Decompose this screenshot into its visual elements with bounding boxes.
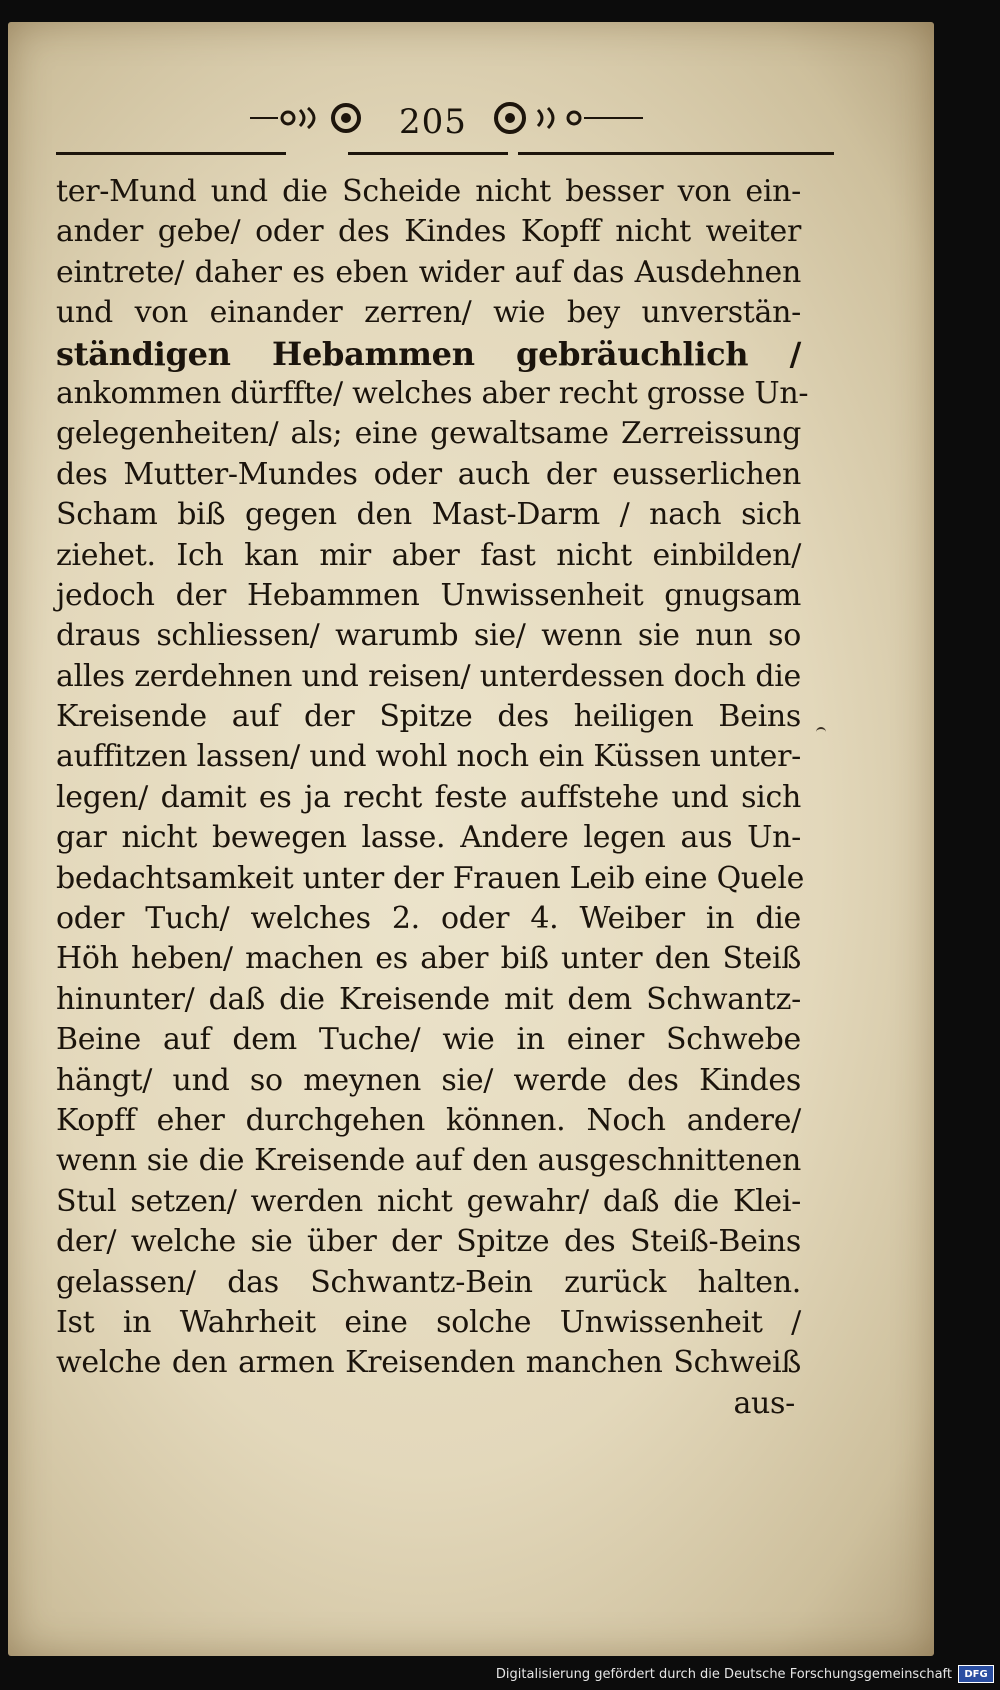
footer-credit: Digitalisierung gefördert durch die Deutsche Forschungsgemeinschaft: [495, 1666, 952, 1682]
page-number: 205: [399, 102, 467, 142]
text-line: gar nicht bewegen lasse. Andere legen aus Un-: [56, 820, 801, 856]
text-line: Höh heben/ machen es aber biß unter den Steiß: [56, 941, 801, 977]
text-line: Stul setzen/ werden nicht gewahr/ daß die Klei-: [56, 1183, 801, 1219]
text-line: Kopff eher durchgehen können. Noch andere/: [56, 1102, 801, 1138]
text-line: alles zerdehnen und reisen/ unterdessen doch die: [56, 658, 801, 694]
text-line: hinunter/ daß die Kreisende mit dem Schwantz-: [56, 981, 801, 1017]
body-text: [56, 172, 809, 1424]
text-line: Beine auf dem Tuche/ wie in einer Schwebe: [56, 1022, 801, 1058]
text-line: wenn sie die Kreisende auf den ausgeschnittenen: [56, 1143, 801, 1179]
text-line: Scham biß gegen den Mast-Darm / nach sich: [56, 497, 801, 533]
digitization-footer: [496, 1664, 994, 1684]
ornament-left-icon: [248, 98, 378, 138]
text-line: ter-Mund und die Scheide nicht besser von ein-: [56, 174, 801, 209]
text-line: der/ welche sie über der Spitze des Steiß-Beins: [56, 1224, 801, 1260]
text-line: draus schliessen/ warumb sie/ wenn sie nun so: [56, 618, 801, 654]
page-header: [48, 84, 808, 154]
text-line: ständigen Hebammen gebräuchlich /: [56, 334, 801, 373]
text-line: ander gebe/ oder des Kindes Kopff nicht weiter: [56, 214, 801, 250]
text-line: bedachtsamkeit unter der Frauen Leib eine Quele: [56, 860, 805, 896]
dfg-logo: DFG: [958, 1665, 994, 1683]
book-page: [8, 22, 934, 1656]
catchword: aus-: [733, 1385, 795, 1421]
text-line: Kreisende auf der Spitze des heiligen Beins: [56, 699, 801, 735]
text-line: und von einander zerren/ wie bey unverstän-: [56, 295, 801, 331]
text-line: welche den armen Kreisenden manchen Schweiß: [56, 1345, 801, 1381]
ornament-right-icon: [488, 98, 648, 138]
text-line: eintrete/ daher es eben wider auf das Ausdehnen: [56, 254, 801, 290]
text-line: hängt/ und so meynen sie/ werde des Kindes: [56, 1062, 801, 1098]
text-line: jedoch der Hebammen Unwissenheit gnugsam: [56, 577, 801, 613]
header-rule: [348, 152, 508, 155]
text-line: ankommen dürffte/ welches aber recht grosse Un-: [56, 375, 809, 411]
text-line: auffitzen lassen/ und wohl noch ein Küssen unter-: [56, 739, 801, 775]
text-line: legen/ damit es ja recht feste auffstehe und sich: [56, 779, 801, 815]
text-line: gelegenheiten/ als; eine gewaltsame Zerreissung: [56, 416, 801, 452]
text-line: ziehet. Ich kan mir aber fast nicht einbilden/: [56, 537, 801, 573]
text-line: gelassen/ das Schwantz-Bein zurück halten.: [56, 1264, 801, 1300]
header-rule: [518, 152, 834, 155]
text-line: des Mutter-Mundes oder auch der eusserlichen: [56, 456, 801, 492]
header-rule: [56, 152, 286, 155]
text-line: oder Tuch/ welches 2. oder 4. Weiber in die: [56, 901, 801, 937]
text-line: Ist in Wahrheit eine solche Unwissenheit /: [56, 1304, 801, 1340]
ink-mark: [816, 727, 826, 737]
